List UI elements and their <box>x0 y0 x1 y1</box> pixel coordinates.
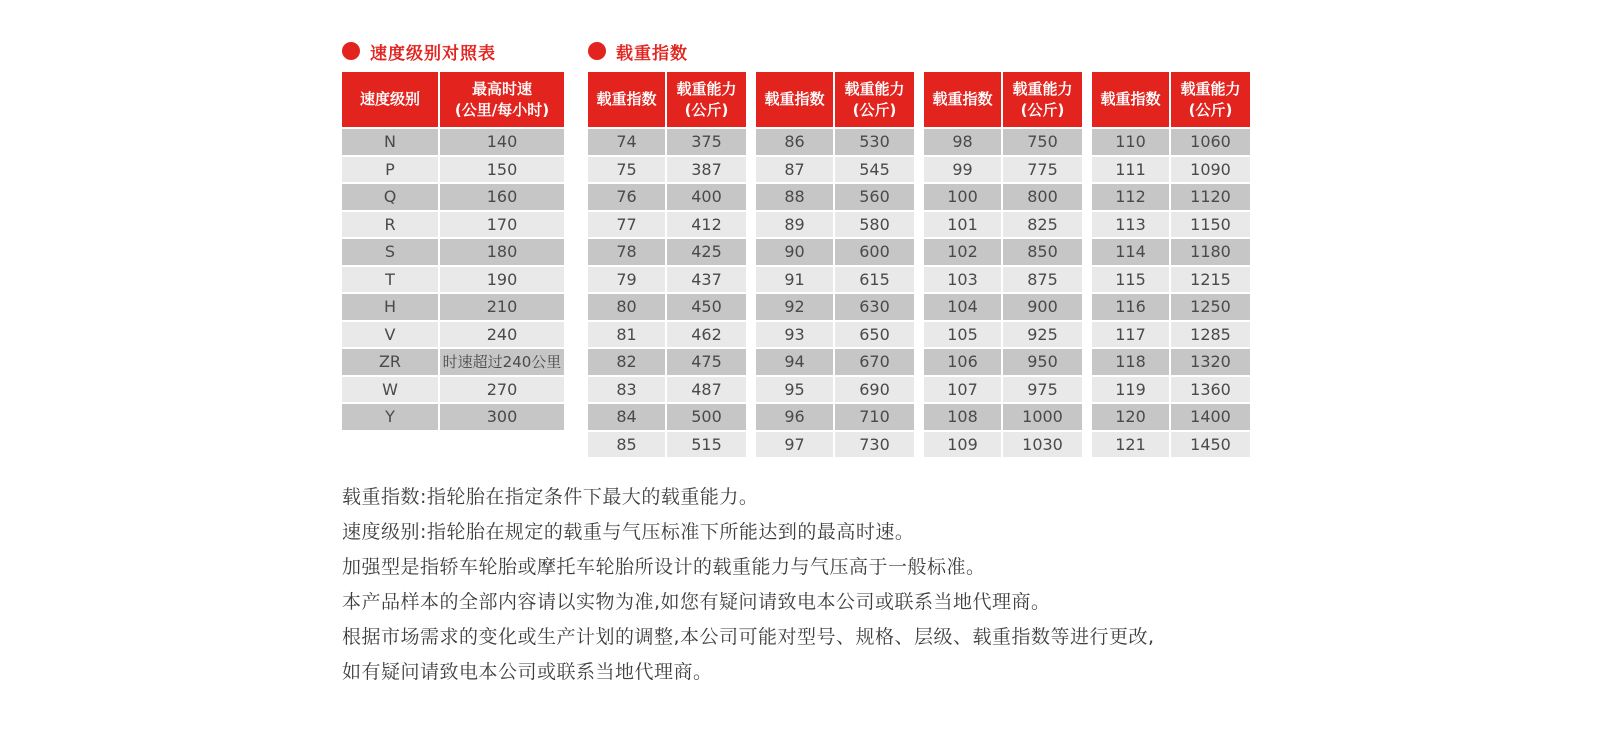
load-index-cell: 100 <box>924 184 1001 210</box>
load-table-title-text: 载重指数 <box>616 43 688 64</box>
load-capacity-cell: 600 <box>835 239 914 265</box>
max-speed-cell: 270 <box>440 377 564 403</box>
load-index-cell: 115 <box>1092 267 1169 293</box>
speed-rating-cell: Y <box>342 404 438 430</box>
max-speed-cell: 300 <box>440 404 564 430</box>
load-capacity-cell: 487 <box>667 377 746 403</box>
load-index-header: 载重指数 <box>756 72 833 127</box>
load-capacity-cell: 710 <box>835 404 914 430</box>
load-capacity-cell: 1400 <box>1171 404 1250 430</box>
load-index-cell: 86 <box>756 129 833 155</box>
load-capacity-cell: 1150 <box>1171 212 1250 238</box>
load-capacity-header: 载重能力 (公斤) <box>1171 72 1250 127</box>
load-index-cell: 120 <box>1092 404 1169 430</box>
load-index-cell: 85 <box>588 432 665 458</box>
load-index-column-group <box>924 72 1082 457</box>
load-capacity-cell: 650 <box>835 322 914 348</box>
load-index-cell: 107 <box>924 377 1001 403</box>
red-bullet-icon <box>588 42 606 60</box>
load-index-cell: 84 <box>588 404 665 430</box>
load-capacity-cell: 775 <box>1003 157 1082 183</box>
load-index-cell: 74 <box>588 129 665 155</box>
load-capacity-cell: 1180 <box>1171 239 1250 265</box>
speed-rating-cell: Q <box>342 184 438 210</box>
note-line: 根据市场需求的变化或生产计划的调整,本公司可能对型号、规格、层级、载重指数等进行更改, <box>342 626 1155 648</box>
load-capacity-cell: 670 <box>835 349 914 375</box>
load-index-cell: 118 <box>1092 349 1169 375</box>
max-speed-cell: 210 <box>440 294 564 320</box>
load-capacity-cell: 825 <box>1003 212 1082 238</box>
max-speed-cell: 140 <box>440 129 564 155</box>
load-capacity-cell: 425 <box>667 239 746 265</box>
notes-block <box>342 480 1155 690</box>
load-index-header: 载重指数 <box>924 72 1001 127</box>
note-line: 载重指数:指轮胎在指定条件下最大的载重能力。 <box>342 486 759 508</box>
speed-rating-cell: ZR <box>342 349 438 375</box>
load-index-cell: 95 <box>756 377 833 403</box>
load-capacity-cell: 560 <box>835 184 914 210</box>
load-capacity-cell: 1320 <box>1171 349 1250 375</box>
load-capacity-cell: 850 <box>1003 239 1082 265</box>
load-index-cell: 98 <box>924 129 1001 155</box>
note-line: 本产品样本的全部内容请以实物为准,如您有疑问请致电本公司或联系当地代理商。 <box>342 591 1051 613</box>
max-speed-cell: 180 <box>440 239 564 265</box>
load-index-column-group <box>756 72 914 457</box>
load-capacity-cell: 545 <box>835 157 914 183</box>
load-capacity-cell: 1030 <box>1003 432 1082 458</box>
load-capacity-cell: 730 <box>835 432 914 458</box>
load-index-column-group <box>1092 72 1250 457</box>
load-capacity-cell: 1450 <box>1171 432 1250 458</box>
load-index-header: 载重指数 <box>1092 72 1169 127</box>
load-capacity-cell: 750 <box>1003 129 1082 155</box>
load-capacity-cell: 950 <box>1003 349 1082 375</box>
load-index-cell: 104 <box>924 294 1001 320</box>
load-index-cell: 93 <box>756 322 833 348</box>
load-index-cell: 112 <box>1092 184 1169 210</box>
load-index-cell: 114 <box>1092 239 1169 265</box>
load-capacity-cell: 412 <box>667 212 746 238</box>
speed-rating-cell: N <box>342 129 438 155</box>
speed-rating-cell: H <box>342 294 438 320</box>
load-index-header: 载重指数 <box>588 72 665 127</box>
max-speed-cell: 时速超过240公里 <box>440 349 564 375</box>
load-capacity-cell: 1285 <box>1171 322 1250 348</box>
speed-rating-cell: V <box>342 322 438 348</box>
load-index-cell: 94 <box>756 349 833 375</box>
load-index-cell: 89 <box>756 212 833 238</box>
speed-rating-cell: T <box>342 267 438 293</box>
load-index-cell: 117 <box>1092 322 1169 348</box>
load-index-cell: 108 <box>924 404 1001 430</box>
load-index-cell: 119 <box>1092 377 1169 403</box>
load-capacity-cell: 437 <box>667 267 746 293</box>
speed-rating-header: 速度级别 <box>342 72 438 127</box>
max-speed-cell: 240 <box>440 322 564 348</box>
load-index-cell: 92 <box>756 294 833 320</box>
load-index-cell: 113 <box>1092 212 1169 238</box>
load-index-cell: 110 <box>1092 129 1169 155</box>
load-capacity-cell: 475 <box>667 349 746 375</box>
load-index-cell: 96 <box>756 404 833 430</box>
load-capacity-cell: 387 <box>667 157 746 183</box>
max-speed-header: 最高时速 (公里/每小时) <box>440 72 564 127</box>
load-capacity-cell: 400 <box>667 184 746 210</box>
load-capacity-cell: 1090 <box>1171 157 1250 183</box>
speed-rating-cell: W <box>342 377 438 403</box>
load-index-cell: 101 <box>924 212 1001 238</box>
load-capacity-cell: 462 <box>667 322 746 348</box>
load-capacity-cell: 580 <box>835 212 914 238</box>
load-index-cell: 116 <box>1092 294 1169 320</box>
load-index-cell: 102 <box>924 239 1001 265</box>
load-index-cell: 91 <box>756 267 833 293</box>
speed-table-title-text: 速度级别对照表 <box>370 43 496 64</box>
load-capacity-cell: 690 <box>835 377 914 403</box>
load-index-cell: 106 <box>924 349 1001 375</box>
note-line: 加强型是指轿车轮胎或摩托车轮胎所设计的载重能力与气压高于一般标准。 <box>342 556 986 578</box>
speed-rating-cell: R <box>342 212 438 238</box>
load-capacity-cell: 375 <box>667 129 746 155</box>
load-capacity-cell: 875 <box>1003 267 1082 293</box>
load-index-cell: 103 <box>924 267 1001 293</box>
load-index-cell: 77 <box>588 212 665 238</box>
load-capacity-cell: 1000 <box>1003 404 1082 430</box>
load-index-cell: 88 <box>756 184 833 210</box>
load-index-cell: 75 <box>588 157 665 183</box>
load-capacity-cell: 515 <box>667 432 746 458</box>
load-capacity-header: 载重能力 (公斤) <box>1003 72 1082 127</box>
load-capacity-cell: 1060 <box>1171 129 1250 155</box>
load-capacity-header: 载重能力 (公斤) <box>667 72 746 127</box>
load-capacity-header: 载重能力 (公斤) <box>835 72 914 127</box>
load-index-cell: 78 <box>588 239 665 265</box>
load-capacity-cell: 1120 <box>1171 184 1250 210</box>
load-capacity-cell: 800 <box>1003 184 1082 210</box>
max-speed-cell: 150 <box>440 157 564 183</box>
load-index-cell: 79 <box>588 267 665 293</box>
max-speed-cell: 190 <box>440 267 564 293</box>
max-speed-cell: 160 <box>440 184 564 210</box>
load-index-cell: 109 <box>924 432 1001 458</box>
load-index-cell: 97 <box>756 432 833 458</box>
speed-rating-cell: P <box>342 157 438 183</box>
load-index-cell: 81 <box>588 322 665 348</box>
load-capacity-cell: 500 <box>667 404 746 430</box>
load-capacity-cell: 925 <box>1003 322 1082 348</box>
load-capacity-cell: 1215 <box>1171 267 1250 293</box>
speed-rating-table <box>342 72 564 430</box>
load-index-cell: 83 <box>588 377 665 403</box>
load-index-cell: 80 <box>588 294 665 320</box>
load-index-column-group <box>588 72 746 457</box>
load-index-table <box>588 72 1250 457</box>
red-bullet-icon <box>342 42 360 60</box>
load-capacity-cell: 975 <box>1003 377 1082 403</box>
speed-table-title <box>342 41 496 64</box>
load-capacity-cell: 630 <box>835 294 914 320</box>
load-table-title <box>588 41 688 64</box>
load-capacity-cell: 615 <box>835 267 914 293</box>
load-index-cell: 82 <box>588 349 665 375</box>
load-capacity-cell: 1360 <box>1171 377 1250 403</box>
load-capacity-cell: 1250 <box>1171 294 1250 320</box>
load-index-cell: 105 <box>924 322 1001 348</box>
load-capacity-cell: 900 <box>1003 294 1082 320</box>
max-speed-cell: 170 <box>440 212 564 238</box>
note-line: 速度级别:指轮胎在规定的载重与气压标准下所能达到的最高时速。 <box>342 521 915 543</box>
load-capacity-cell: 450 <box>667 294 746 320</box>
load-index-cell: 99 <box>924 157 1001 183</box>
load-index-cell: 90 <box>756 239 833 265</box>
load-index-cell: 121 <box>1092 432 1169 458</box>
load-capacity-cell: 530 <box>835 129 914 155</box>
load-index-cell: 111 <box>1092 157 1169 183</box>
load-index-cell: 87 <box>756 157 833 183</box>
load-index-cell: 76 <box>588 184 665 210</box>
note-line: 如有疑问请致电本公司或联系当地代理商。 <box>342 661 713 683</box>
speed-rating-cell: S <box>342 239 438 265</box>
